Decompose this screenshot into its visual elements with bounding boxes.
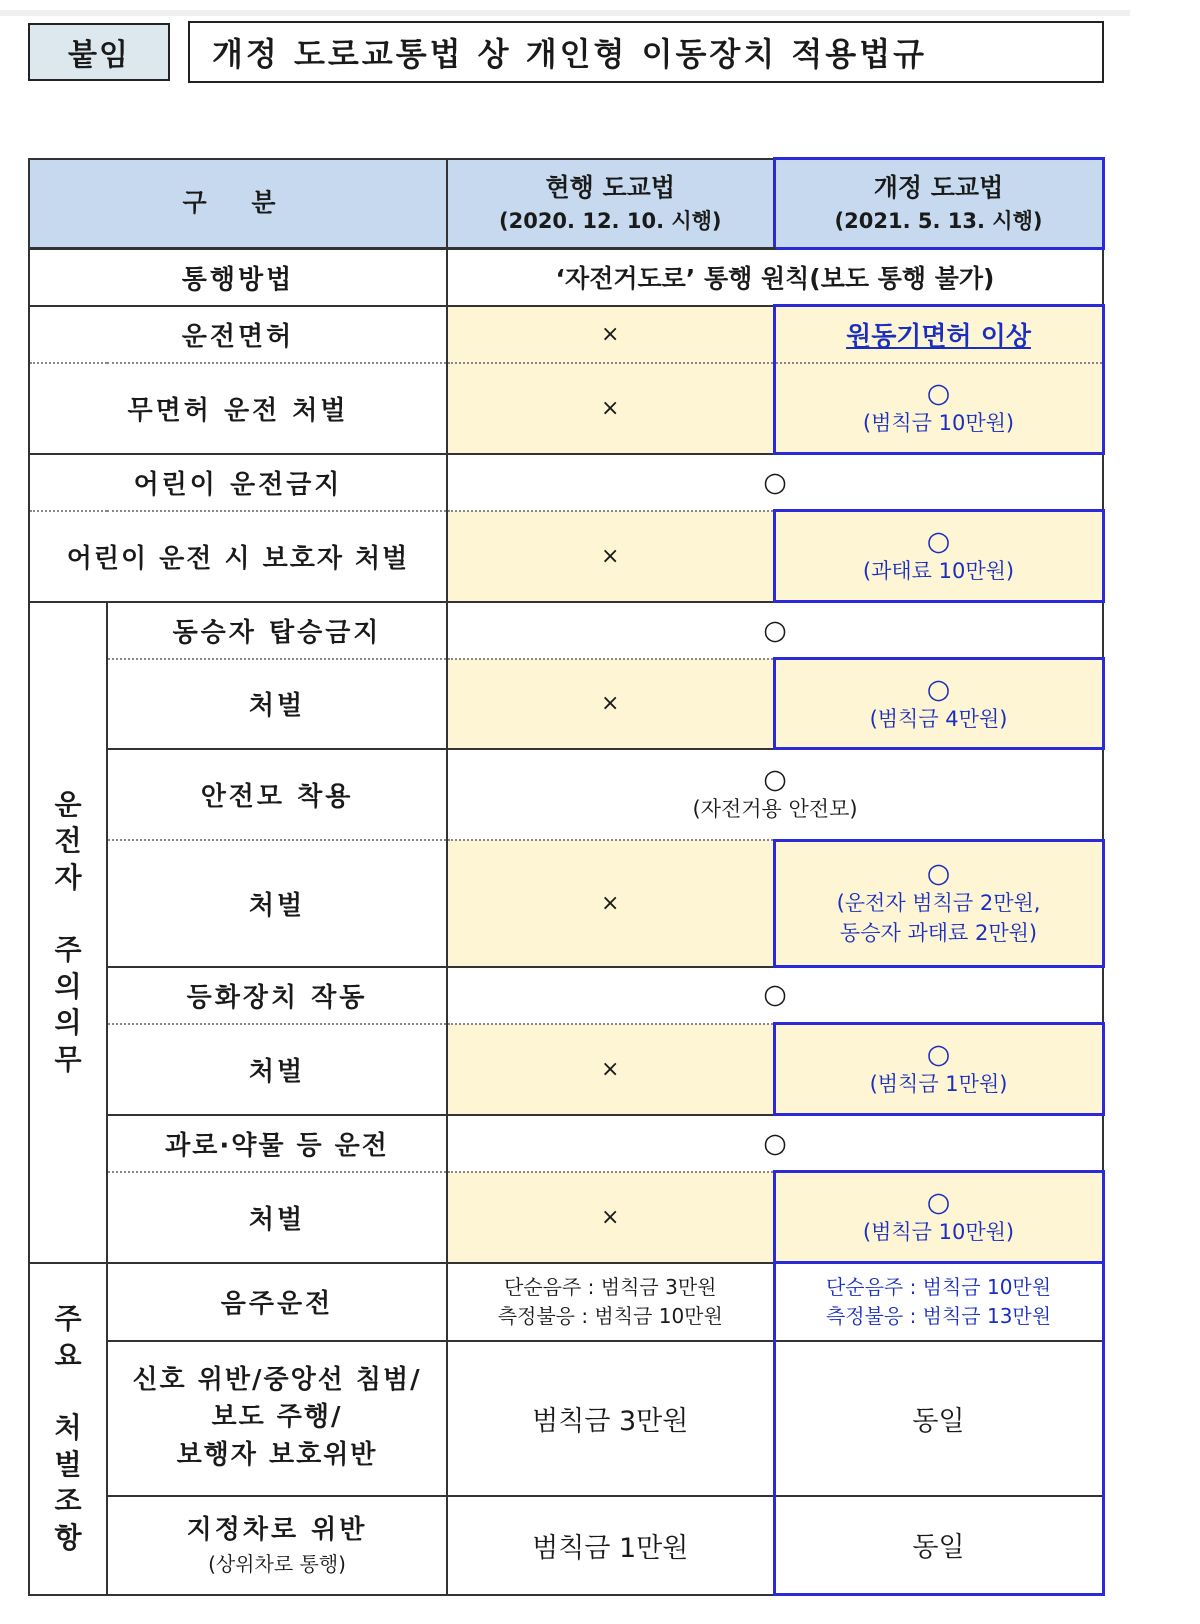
current-lane: 범칙금 1만원	[447, 1496, 774, 1595]
row-lights	[29, 967, 1103, 1024]
penalty-note: (범칙금 4만원)	[869, 706, 1008, 731]
row-fatigue-penalty	[29, 1172, 1103, 1263]
row-fatigue	[29, 1115, 1103, 1172]
circle-mark: ○	[763, 764, 787, 796]
penalty-note: (범칙금 10만원)	[862, 1220, 1015, 1245]
header-revised-label: 개정 도교법	[873, 173, 1004, 203]
current-drunk	[447, 1263, 774, 1341]
label-helmet: 안전모 착용	[107, 749, 447, 840]
group-main-penalties	[29, 1263, 107, 1595]
penalty-note: (과태료 10만원)	[862, 559, 1015, 584]
revised-lane: 동일	[774, 1496, 1103, 1595]
circle-mark: ○	[926, 1187, 951, 1218]
revised-passenger-penalty	[774, 659, 1103, 749]
circle-mark: ○	[926, 1038, 951, 1070]
current-unlicensed: ×	[447, 363, 774, 454]
group-driver-duty	[29, 602, 107, 1263]
current-fatigue-penalty: ×	[447, 1172, 774, 1263]
penalty-note-passenger: 동승자 과태료 2만원)	[839, 920, 1038, 945]
header-current-date: (2020. 12. 10. 시행)	[499, 209, 722, 234]
current-passenger-penalty: ×	[447, 659, 774, 749]
row-child-ban	[29, 454, 1103, 511]
label-guardian: 어린이 운전 시 보호자 처벌	[29, 511, 447, 602]
penalty-note-driver: (운전자 범칙금 2만원,	[836, 891, 1041, 916]
value-child-ban: ○	[447, 454, 1103, 511]
label-fatigue: 과로·약물 등 운전	[107, 1115, 447, 1172]
revised-guardian	[774, 511, 1103, 602]
header-row	[29, 159, 1103, 249]
label-passenger-ban: 동승자 탑승금지	[107, 602, 447, 659]
helmet-note: (자전거용 안전모)	[692, 797, 858, 822]
group-driver-duty-label: 운 전 자 주 의 의 무	[54, 787, 82, 1076]
header-category-label: 구 분	[182, 188, 294, 218]
row-guardian	[29, 511, 1103, 602]
row-helmet	[29, 749, 1103, 840]
row-drunk	[29, 1263, 1103, 1341]
revised-fatigue-penalty	[774, 1172, 1103, 1263]
label-signal-line3: 보행자 보호위반	[176, 1440, 378, 1471]
value-helmet	[447, 749, 1103, 840]
label-lane-main: 지정차로 위반	[186, 1514, 368, 1545]
header-current-label: 현행 도교법	[545, 172, 675, 202]
circle-mark: ○	[926, 526, 951, 558]
label-traffic-method: 통행방법	[29, 249, 447, 306]
top-rule	[0, 10, 1130, 16]
label-lane-sub: (상위차로 통행)	[208, 1551, 346, 1576]
label-passenger-penalty: 처벌	[107, 659, 447, 749]
revised-drunk-refusal: 측정불응 : 범칙금 13만원	[825, 1303, 1052, 1328]
current-helmet-penalty: ×	[447, 840, 774, 966]
row-passenger-ban	[29, 602, 1103, 659]
row-unlicensed	[29, 363, 1103, 454]
label-unlicensed: 무면허 운전 처벌	[29, 363, 447, 454]
value-traffic-method: ‘자전거도로’ 통행 원칙(보도 통행 불가)	[447, 249, 1103, 306]
value-lights: ○	[447, 967, 1103, 1024]
label-fatigue-penalty: 처벌	[107, 1172, 447, 1263]
row-license	[29, 306, 1103, 363]
current-lights-penalty: ×	[447, 1024, 774, 1115]
header-category	[29, 159, 447, 249]
revised-license-link[interactable]: 원동기면허 이상	[846, 321, 1031, 352]
circle-mark: ○	[926, 377, 951, 409]
header-revised	[774, 159, 1103, 249]
circle-mark: ○	[926, 673, 951, 705]
current-license: ×	[447, 306, 774, 363]
revised-signal: 동일	[774, 1341, 1103, 1496]
revised-drunk	[774, 1263, 1103, 1341]
label-helmet-penalty: 처벌	[107, 840, 447, 966]
revised-drunk-simple: 단순음주 : 범칙금 10만원	[825, 1274, 1052, 1299]
current-drunk-refusal: 측정불응 : 범칙금 10만원	[497, 1303, 723, 1328]
current-guardian: ×	[447, 511, 774, 602]
label-child-ban: 어린이 운전금지	[29, 454, 447, 511]
label-drunk: 음주운전	[107, 1263, 447, 1341]
regulation-table	[28, 157, 1105, 1596]
value-passenger-ban: ○	[447, 602, 1103, 659]
label-signal-line2: 보도 주행/	[211, 1402, 343, 1433]
row-passenger-penalty	[29, 659, 1103, 749]
label-signal-line1: 신호 위반/중앙선 침범/	[132, 1364, 422, 1395]
penalty-note: (범칙금 1만원)	[869, 1071, 1008, 1096]
group-main-penalties-label: 주 요 처 벌 조 항	[54, 1302, 82, 1554]
header-current	[447, 159, 774, 249]
label-lights-penalty: 처벌	[107, 1024, 447, 1115]
circle-mark: ○	[926, 858, 951, 890]
row-signal	[29, 1341, 1103, 1496]
revised-license	[774, 306, 1103, 363]
revised-helmet-penalty	[774, 840, 1103, 966]
header-revised-date: (2021. 5. 13. 시행)	[834, 209, 1043, 234]
label-license: 운전면허	[29, 306, 447, 363]
page-title: 개정 도로교통법 상 개인형 이동장치 적용법규	[188, 21, 1104, 83]
row-traffic-method	[29, 249, 1103, 306]
revised-unlicensed	[774, 363, 1103, 454]
attachment-tag: 붙임	[28, 23, 170, 81]
revised-lights-penalty	[774, 1024, 1103, 1115]
row-lane	[29, 1496, 1103, 1595]
label-lane	[107, 1496, 447, 1595]
label-signal	[107, 1341, 447, 1496]
value-fatigue: ○	[447, 1115, 1103, 1172]
row-lights-penalty	[29, 1024, 1103, 1115]
current-drunk-simple: 단순음주 : 범칙금 3만원	[504, 1274, 717, 1299]
label-lights: 등화장치 작동	[107, 967, 447, 1024]
current-signal: 범칙금 3만원	[447, 1341, 774, 1496]
row-helmet-penalty	[29, 840, 1103, 966]
penalty-note: (범칙금 10만원)	[862, 410, 1015, 435]
